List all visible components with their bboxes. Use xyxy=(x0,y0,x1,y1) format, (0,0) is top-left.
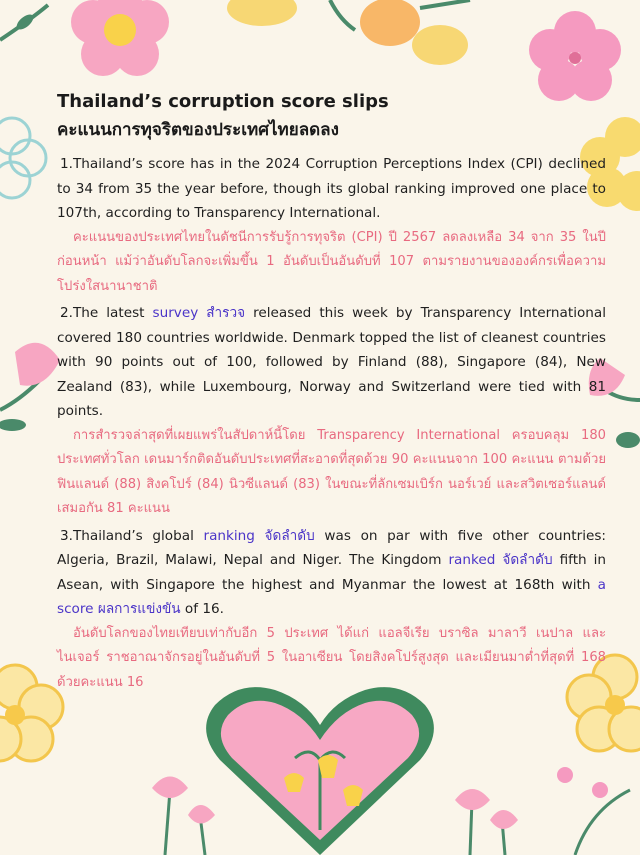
tulip-decoration xyxy=(0,343,60,431)
title-english: Thailand’s corruption score slips xyxy=(57,91,389,112)
title-thai: คะแนนการทุจริตของประเทศไทยลดลง xyxy=(57,120,339,140)
flower-decoration xyxy=(0,118,46,198)
p3-text-d: of 16. xyxy=(180,601,224,617)
paragraph-2-thai: การสำรวจล่าสุดที่เผยแพร่ในสัปดาห์นี้โดย Transparency International ครอบคลุม 180 ประเทศทั่วโลก เดนมาร์กติดอันดับประเทศที่สะอาดที่สุดด้วย 90 คะแนนจาก 100 คะแนน ตามด้วยฟินแลนด์ (88) สิงคโปร์ (84) นิวซีแลนด์ (83) ในขณะที่ลักเซมเบิร์ก นอร์เวย์ และสวิตเซอร์แลนด์เสมอกัน 81 คะแนน xyxy=(57,427,606,516)
flower-decoration xyxy=(71,0,169,76)
p3-text-b: was on par with five other countries: Algeria, Brazil, Malawi, Nepal and Niger. The Kingdom xyxy=(57,527,606,568)
p3-text-a: 3.Thailand’s global xyxy=(60,527,204,544)
paragraph-1-english: 1.Thailand’s score has in the 2024 Corruption Perceptions Index (CPI) declined to 34 from 35 the year before, though its global ranking improved one place to 107th, according to Transparency International. xyxy=(57,156,606,221)
flower-decoration xyxy=(529,11,621,101)
keyword-ranking: ranking จัดลำดับ xyxy=(203,527,315,544)
paragraph-2-english xyxy=(57,301,606,424)
flower-decoration xyxy=(227,0,470,65)
paragraph-3-thai: อันดับโลกของไทยเทียบเท่ากับอีก 5 ประเทศ ได้แก่ แอลจีเรีย บราซิล มาลาวี เนปาล และไนเจอร์ ราชอาณาจักรอยู่ในอันดับที่ 5 ในอาเซียน โดยสิงคโปร์สูงสุด และเมียนมาต่ำที่สุดที่ 168 ด้วยคะแนน 16 xyxy=(57,625,606,690)
flower-decoration xyxy=(0,665,63,761)
keyword-survey: survey สำรวจ xyxy=(152,305,246,321)
p2-text-b: released this week by Transparency International covered 180 countries worldwide. Denmark topped the list of cleanest countries with 90 points out of 100, followed by Finland (88), Singapore (84), New Zealand (83), while Luxembourg, Norway and Switzerland were tied with 81 points. xyxy=(57,305,607,419)
paragraph-1-thai: คะแนนของประเทศไทยในดัชนีการรับรู้การทุจริต (CPI) ปี 2567 ลดลงเหลือ 34 จาก 35 ในปีก่อนหน้า แม้ว่าอันดับโลกจะเพิ่มขึ้น 1 อันดับเป็นอันดับที่ 107 ตามรายงานขององค์กรเพื่อความโปร่งใสนานาชาติ xyxy=(57,229,606,294)
p3-text-c: fifth in Asean, with Singapore the highest and Myanmar the lowest at 168th with xyxy=(57,552,607,593)
keyword-score: a score ผลการแข่งขัน xyxy=(57,576,606,617)
p2-text-a: 2.The latest xyxy=(60,305,153,321)
leaf-decoration xyxy=(0,5,48,40)
keyword-ranked: ranked จัดลำดับ xyxy=(448,552,553,568)
paragraph-3-english xyxy=(57,524,606,622)
article xyxy=(57,90,606,697)
